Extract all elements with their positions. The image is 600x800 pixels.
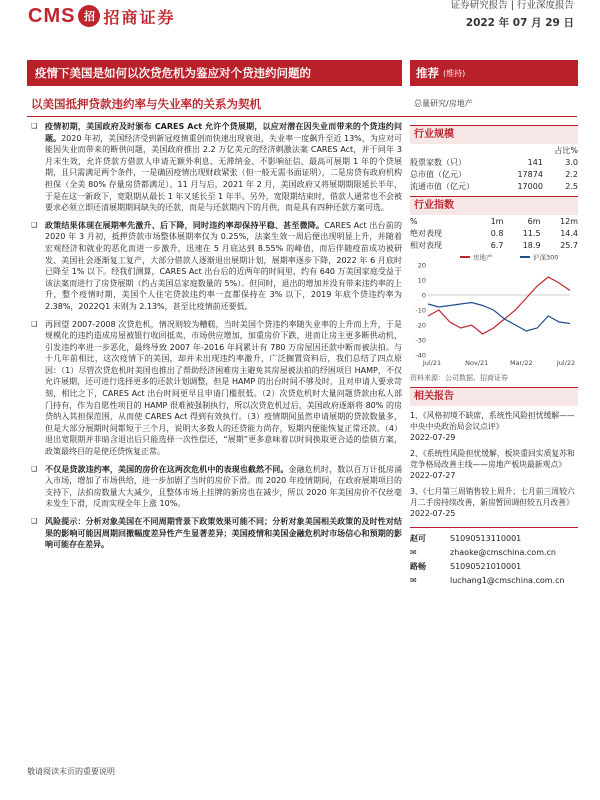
x-tick-label: Nov/21 xyxy=(465,359,489,367)
y-tick-label: 20 xyxy=(417,261,426,270)
x-tick-label: Jul/21 xyxy=(422,359,442,367)
table-row: 流通市值（亿元） 17000 2.5 xyxy=(410,181,578,191)
y-tick-label: 0 xyxy=(421,291,426,300)
chart-source: 资料来源：公司数据、招商证券 xyxy=(410,374,508,382)
list-item[interactable]: 1、《风格初境不缺席，系统性风险担忧缓解——中央中央政治局会议点评》 2022-07-29 xyxy=(410,411,575,442)
chart-svg xyxy=(410,251,578,371)
y-tick-label: -10 xyxy=(415,306,426,315)
section-heading-scale: 行业规模 xyxy=(410,125,578,144)
section-heading-related: 相关报告 xyxy=(410,387,578,406)
rating-badge: 推荐 (维持) xyxy=(410,60,578,86)
report-type: 证券研究报告 | 行业深度报告 xyxy=(450,0,574,11)
series-line-1 xyxy=(428,303,570,332)
x-tick-label: Jul/22 xyxy=(556,359,576,367)
analyst-row: 赵可 S1090513110001 xyxy=(410,534,522,543)
paragraph: ❑ 政策结果体现在展期率先激升、后下降，同时违约率却保持平稳、甚至微降。CARES Act 出台前的 2020 年 3 月初，抵押贷款市场整体展期率仅为 0.25%，法案生效一周后便出现明显上升，并随着宏观经济和就业的恶化而进一步激升，迅速在 5 月底达到 8.55% 的峰值，而后伴随疫苗成功被研发、美国社会逐渐复工复产，大部分借款人逐渐退出展期计划，展期率逐步下降，2022 年 6 月底时已降至 1% 以下。经我们测算，CARES Act 出台后的近两年的时间里，约有 640 万美国家庭受益于该法案而进行了房贷展期（约占美国总家庭数量的 5%）。但同时，退出的增加并没有带来违约率的上升，整个疫情时期，美国个人住宅贷款违约率一直都保持在 3% 以下，2019 年底个贷违约率为 2.38%，2022Q1 末则为 2.13%，甚至比疫情前还要低。 xyxy=(31,220,403,311)
bullet-icon: ❑ xyxy=(31,517,38,525)
analyst-block xyxy=(410,527,578,588)
section-heading-index: 行业指数 xyxy=(410,196,578,215)
list-item[interactable]: 3、《七月第三周销售较上周升；七月前三周较六月二手房持续改善，新房暂回调但较五月改善》 2022-07-25 xyxy=(410,487,575,518)
bullet-icon: ❑ xyxy=(31,220,38,229)
paragraph: ❑ 再回望 2007-2008 次贷危机，情况则较为糟糕，当时美国个贷违约率随失业率的上升而上升，于是规模化的违约造成房屋被银行收回抵卖，市场供应增加，加重房价下跌，进而让房主更多断供动机，引发违约率进一步恶化，最终导致 2007 年-2016 年间累计有 780 万房屋因还款中断而被法拍。与十几年前相比，这次疫情下的美国，却并未出现违约率激升，广泛搁置资料后，我们总结了四点原因：（1）尽管次贷危机时美国也推出了帮助经济困难房主避免其房屋被法拍的纾困项目 HAMP，不仅允许展期，还可进行选择更多的还款计划调整，但是 HAMP 的出台时间不够及时，且对申请人要求苛刻，相比之下，CARES Act 出台时间更早且申请门槛很低。（2）次贷危机时大量问题贷款由私人部门持有，作为自愿性项目的 HAMP 很难被强制执行，所以次贷危机过后，美国政府逐渐将 80% 的房贷纳入其担保范围，从而使 CARES Act 得到有效执行。（3）疫情期间虽然申请展期的贷款数量多，但是大部分展期时间都短于三个月，说明大多数人的还贷能力尚存，短期内便能恢复正常还款。（4）退出宽限期并非暗含退出后只能选择一次性偿还，“展期”更多意味着以时间换取更合适的偿债方案，政策最终目的是使还贷恢复正常。 xyxy=(31,319,402,457)
report-subtitle: 以美国抵押贷款违约率与失业率的关系为契机 xyxy=(31,97,261,111)
paragraph: ❑ 疫情初期，美国政府及时颁布 CARES Act 允许个贷展期，以应对潜在因失业而带来的个贷违约问题。2020 年初，美国经济受到新冠疫情重创而快速出现衰退，失业率一度飙升至近 13%，为应对可能因失业而带来的断供问题，美国政府推出 2.2 万亿美元的经济刺激法案 CARES Act，并于同年 3 月末生效，允许贷款方借款人申请无额外利息、无滞纳金、不影响征信、最高可展期 1 年的个贷展期，且只需满足两个条件，一是确因疫情出现财政紧张（但一般无需书面证明），二是房贷有政府机构担保（全美 80% 存量房贷都满足）。11 月与后，2021 年 2 月，美国政府又将展期期限延长半年，于是在这一新政下，宽限期从最长 1 年又延长至 1 年半。另外，宽限期结束时，借款人通常也不会被要求必须立即还清展期期间缺失的还款，而是与还款期内下的月供，而是具有四种还款方案可选。 xyxy=(31,122,402,213)
mail-icon: ✉ xyxy=(410,576,417,585)
table-row: 总市值（亿元） 17874 2.2 xyxy=(410,169,578,179)
y-tick-label: -20 xyxy=(415,321,426,330)
table-row: 股票家数（只） 141 3.0 xyxy=(410,157,578,167)
scale-table: 占比% 股票家数（只） 141 3.0 总市值（亿元） 17874 2.2 流通市值（亿元） 17000 2.5 xyxy=(410,145,578,191)
list-item[interactable]: 2、《系统性风险担忧缓解，板块重回实质复苏和竞争格局改善主线——房地产板块最新观点》 2022-07-27 xyxy=(410,449,575,480)
performance-chart xyxy=(410,251,578,371)
legend-label: 房地产 xyxy=(473,253,493,262)
main-body xyxy=(27,121,402,557)
y-tick-label: -30 xyxy=(415,336,426,345)
mail-icon: ✉ xyxy=(410,548,417,557)
bullet-icon: ❑ xyxy=(31,122,38,130)
x-tick-label: Mar/22 xyxy=(509,359,533,367)
header-meta xyxy=(451,0,574,29)
table-row: 相对表现 6.7 18.9 25.7 xyxy=(410,240,578,250)
y-tick-label: 10 xyxy=(417,276,426,285)
analyst-email[interactable]: ✉ luchang1@cmschina.com.cn xyxy=(410,574,578,588)
report-header xyxy=(0,0,600,40)
report-date: 2022 年 07 月 29 日 xyxy=(465,17,574,29)
paragraph: ❑ 不仅是贷款违约率，美国的房价在这两次危机中的表现也截然不同。金融危机时，数以百万计抵房涌入市场，增加了市场供给，进一步加剧了当时的房价下滑。而 2020 年疫情期间，在政府展期项目的支持下，法拍房数量大大减少，且整体市场上挂牌的新房也在减少，所以 2020 年美国房价不仅丝毫未发生下滑，反而实现全年上涨 10%。 xyxy=(31,464,403,509)
related-reports xyxy=(410,410,578,519)
divider xyxy=(27,116,577,117)
seal-icon: 招 xyxy=(78,5,100,27)
sidebar xyxy=(410,121,578,588)
table-header: % 1m 6m 12m xyxy=(410,216,578,226)
bullet-icon: ❑ xyxy=(31,464,38,473)
paragraph: ❑ 风险提示：分析对象美国在不同周期背景下政策效果可能不同；分析对象美国相关政策的及时性对结果的影响可能因周期回撤幅度差异性产生显著差异；美国疫情和美国金融危机时市场信心和预期的影响可能存在差异。 xyxy=(31,517,402,550)
industry-label: 总量研究/房地产 xyxy=(414,99,473,108)
company-logo: CMS 招 招商证券 xyxy=(28,4,176,27)
legend-label: 沪深300 xyxy=(533,253,559,262)
y-tick-label: -40 xyxy=(415,351,426,360)
analyst-row: 路畅 S1090521010001 xyxy=(410,562,522,571)
analyst-email[interactable]: ✉ zhaoke@cmschina.com.cn xyxy=(410,546,578,560)
index-table xyxy=(410,215,578,251)
report-title: 疫情下美国是如何以次贷危机为鉴应对个贷违约问题的 xyxy=(27,60,402,86)
bullet-icon: ❑ xyxy=(31,319,38,328)
footer-note: 敬请阅读末页的重要说明 xyxy=(27,767,115,776)
table-row: 绝对表现 0.8 11.5 14.4 xyxy=(410,228,578,238)
